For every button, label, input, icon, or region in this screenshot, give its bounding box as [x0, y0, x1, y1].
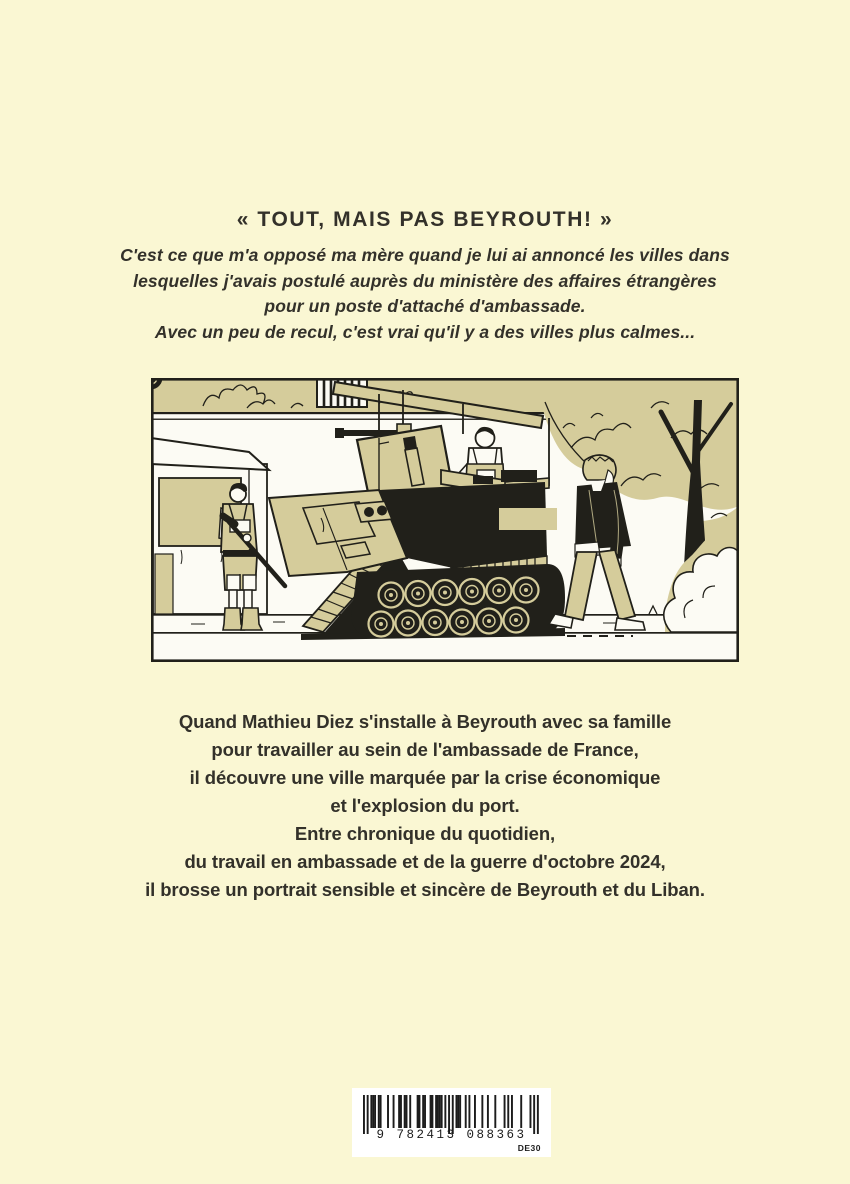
synopsis-line: Entre chronique du quotidien,: [294, 823, 556, 844]
barcode: [352, 1088, 551, 1157]
synopsis-line: il brosse un portrait sensible et sincère de Beyrouth et du Liban.: [145, 879, 705, 900]
quote-line: lesquelles j'avais postulé auprès du ministère des affaires étrangères: [133, 270, 717, 291]
synopsis-line: et l'explosion du port.: [330, 795, 520, 816]
quote-line: pour un poste d'attaché d'ambassade.: [264, 296, 586, 317]
quote-line: C'est ce que m'a opposé ma mère quand je lui ai annoncé les villes dans: [120, 245, 730, 265]
synopsis-line: pour travailler au sein de l'ambassade de France,: [211, 739, 639, 760]
comic-panel-illustration: [151, 378, 739, 662]
barcode-number: 9 782413 088363: [376, 1128, 527, 1142]
synopsis-block: [0, 708, 850, 904]
quote-line: Avec un peu de recul, c'est vrai qu'il y a des villes plus calmes...: [154, 321, 696, 342]
apc-street-scene: [151, 378, 739, 662]
synopsis-line: il découvre une ville marquée par la crise économique: [189, 767, 661, 788]
quote-title: « TOUT, MAIS PAS BEYROUTH! »: [236, 208, 614, 231]
synopsis-line: du travail en ambassade et de la guerre d'octobre 2024,: [184, 851, 666, 872]
quote-block: [0, 243, 850, 345]
barcode-price-code: DE30: [517, 1143, 541, 1153]
synopsis-line: Quand Mathieu Diez s'installe à Beyrouth avec sa famille: [178, 711, 672, 732]
